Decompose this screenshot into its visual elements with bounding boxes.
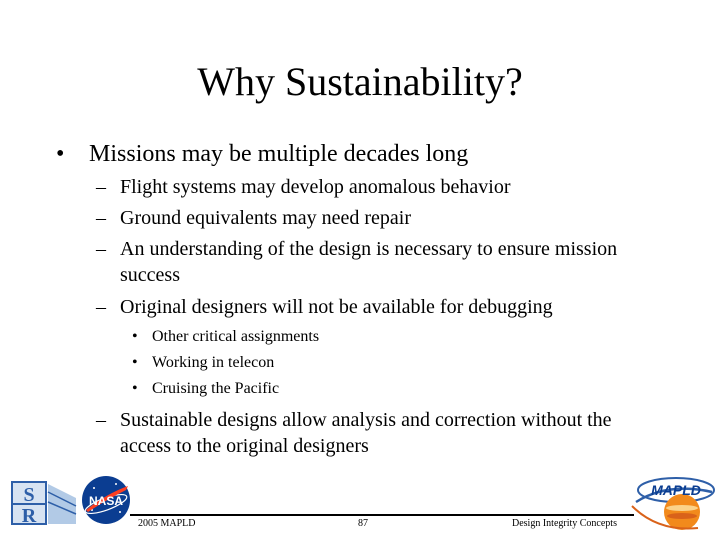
sub-sub-bullet-2 <box>132 353 274 373</box>
nasa-logo-text: NASA <box>88 494 124 508</box>
sub-sub-bullet-text: Cruising the Pacific <box>152 380 280 397</box>
sub-bullet-text: Original designers will not be available for debugging <box>120 296 553 318</box>
sub-sub-bullet-text: Other critical assignments <box>152 328 320 345</box>
bullet-marker: • <box>56 141 65 167</box>
slide-title: Why Sustainability? <box>197 59 523 104</box>
sub-bullet-2 <box>96 205 680 231</box>
mapld-logo-text: MAPLD <box>651 482 701 498</box>
bullet-marker: • <box>132 354 138 371</box>
dash-marker: – <box>96 176 106 198</box>
sub-bullet-5 <box>96 407 640 459</box>
bullet-marker: • <box>132 380 138 397</box>
sub-bullet-1 <box>96 174 680 200</box>
sub-bullet-text: Sustainable designs allow analysis and correction without the access to the original designers <box>120 409 612 457</box>
bullet-main-text: Missions may be multiple decades long <box>89 141 469 167</box>
sub-sub-bullet-3 <box>132 379 279 399</box>
sub-bullet-text: Flight systems may develop anomalous behavior <box>120 176 511 198</box>
footer-rule <box>130 514 634 516</box>
swri-top-letter: S <box>23 484 35 506</box>
dash-marker: – <box>96 296 106 318</box>
footer-left: 2005 MAPLD <box>138 518 196 529</box>
sub-sub-bullet-1 <box>132 327 319 347</box>
sub-bullet-4 <box>96 294 680 320</box>
dash-marker: – <box>96 238 106 260</box>
dash-marker: – <box>96 207 106 229</box>
bullet-marker: • <box>132 328 138 345</box>
swri-logo <box>8 478 78 528</box>
dash-marker: – <box>96 409 106 431</box>
sub-bullet-3 <box>96 236 680 288</box>
sub-bullet-text: Ground equivalents may need repair <box>120 207 412 229</box>
swri-bottom-letter: R <box>21 505 37 527</box>
mapld-logo <box>628 472 718 536</box>
footer-right: Design Integrity Concepts <box>512 518 617 529</box>
sub-bullet-text: An understanding of the design is necessary to ensure mission success <box>120 238 618 286</box>
bullet-main <box>56 140 468 168</box>
footer-page-number: 87 <box>358 518 368 529</box>
sub-sub-bullet-text: Working in telecon <box>152 354 275 371</box>
nasa-logo <box>80 474 132 526</box>
